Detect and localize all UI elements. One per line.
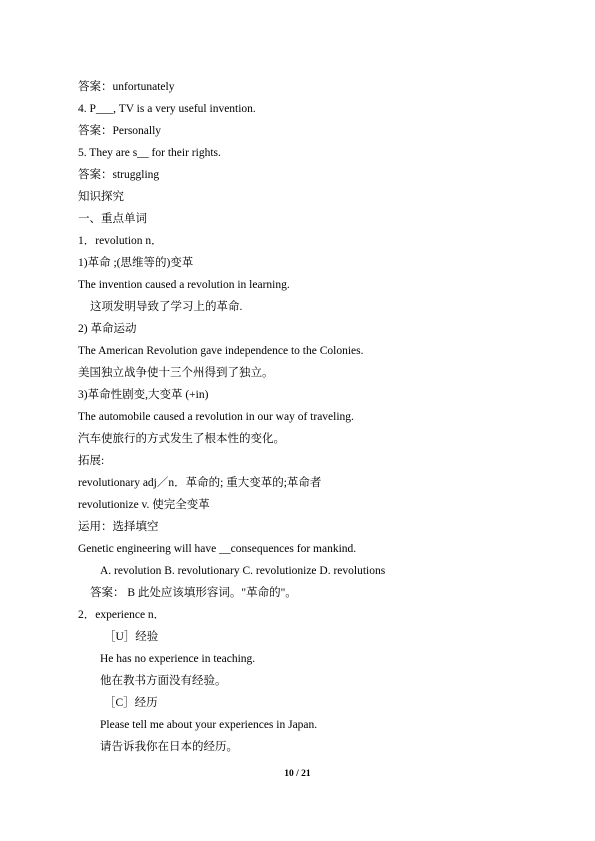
extension-heading: 拓展: — [78, 455, 105, 467]
definition-line: 1)革命 ;(思维等的)变革 — [78, 257, 194, 269]
word-entry-heading: 1．revolution n． — [78, 235, 163, 247]
answer-line: 答案：Personally — [78, 125, 162, 137]
question-line: 4. P___, TV is a very useful invention. — [78, 103, 256, 115]
example-sentence: The American Revolution gave independence to the Colonies. — [78, 345, 364, 357]
example-translation: 这项发明导致了学习上的革命. — [90, 301, 243, 313]
example-sentence: The invention caused a revolution in learning. — [78, 279, 290, 291]
exercise-answer: 答案： B 此处应该填形容词。"革命的"。 — [90, 587, 297, 599]
example-translation: 他在教书方面没有经验。 — [100, 675, 227, 687]
definition-line: ［C］经历 — [104, 697, 158, 709]
example-sentence: Please tell me about your experiences in Japan. — [100, 719, 318, 731]
exercise-options: A. revolution B. revolutionary C. revolutionize D. revolutions — [100, 565, 386, 577]
definition-line: 3)革命性剧变,大变革 (+in) — [78, 389, 209, 401]
definition-line: 2) 革命运动 — [78, 323, 137, 335]
example-sentence: He has no experience in teaching. — [100, 653, 256, 665]
page-number: 10 / 21 — [284, 769, 311, 779]
example-translation: 美国独立战争使十三个州得到了独立。 — [78, 367, 274, 379]
word-entry-heading: 2．experience n． — [78, 609, 166, 621]
derived-word-line: revolutionize v. 使完全变革 — [78, 499, 210, 511]
question-line: 5. They are s__ for their rights. — [78, 147, 221, 159]
derived-word-line: revolutionary adj／n．革命的; 重大变革的;革命者 — [78, 477, 322, 489]
answer-line: 答案：unfortunately — [78, 81, 175, 93]
subsection-heading: 一、重点单词 — [78, 213, 147, 225]
section-heading: 知识探究 — [78, 191, 124, 203]
example-sentence: The automobile caused a revolution in our way of traveling. — [78, 411, 354, 423]
definition-line: ［U］经验 — [104, 631, 159, 643]
exercise-question: Genetic engineering will have __consequences for mankind. — [78, 543, 357, 555]
answer-line: 答案：struggling — [78, 169, 160, 181]
example-translation: 汽车使旅行的方式发生了根本性的变化。 — [78, 433, 285, 445]
exercise-heading: 运用：选择填空 — [78, 521, 159, 533]
example-translation: 请告诉我你在日本的经历。 — [100, 741, 238, 753]
